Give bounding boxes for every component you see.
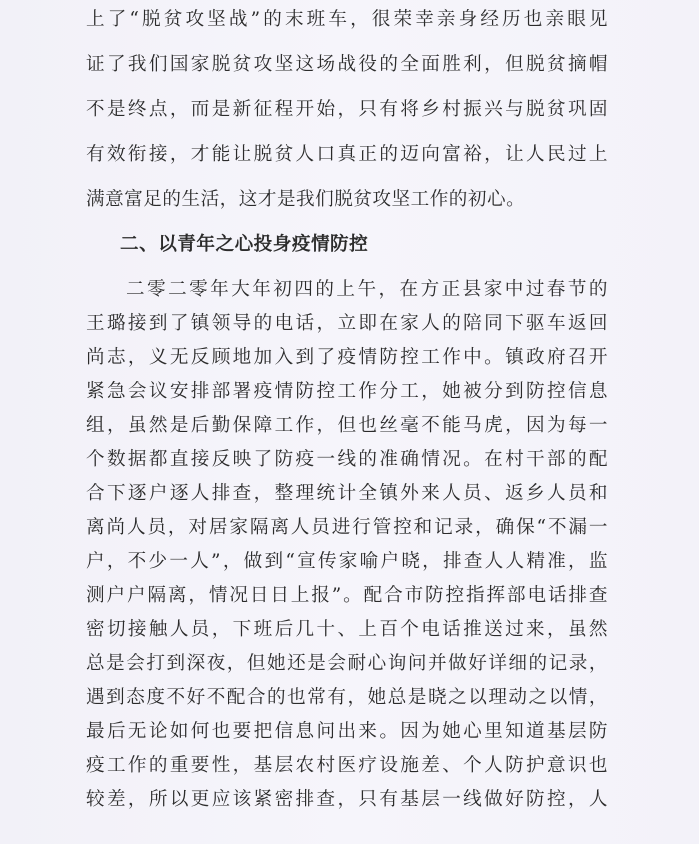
paragraph-1-line-2: 证了我们国家脱贫攻坚这场战役的全面胜利，但脱贫摘帽 — [86, 54, 608, 75]
paragraph-1-line-5: 满意富足的生活，这才是我们脱贫攻坚工作的初心。 — [86, 189, 526, 210]
paragraph-2-line-13: 遇到态度不好不配合的也常有，她总是晓之以理动之以情， — [86, 687, 608, 708]
paragraph-1-line-4: 有效衔接，才能让脱贫人口真正的迈向富裕，让人民过上 — [86, 144, 608, 165]
paragraph-2-line-2: 王璐接到了镇领导的电话，立即在家人的陪同下驱车返回 — [86, 313, 608, 334]
paragraph-2-line-10: 测户户隔离，情况日日上报”。配合市防控指挥部电话排查 — [86, 585, 608, 606]
paragraph-2-line-3: 尚志，义无反顾地加入到了疫情防控工作中。镇政府召开 — [86, 347, 608, 368]
paragraph-2-line-4: 紧急会议安排部署疫情防控工作分工，她被分到防控信息 — [86, 381, 608, 402]
paragraph-2-line-8: 离尚人员，对居家隔离人员进行管控和记录，确保“不漏一 — [86, 517, 608, 538]
paragraph-2-line-12: 总是会打到深夜，但她还是会耐心询问并做好详细的记录， — [86, 653, 608, 674]
paragraph-2-line-7: 合下逐户逐人排查，整理统计全镇外来人员、返乡人员和 — [86, 483, 608, 504]
paragraph-2-line-1: 二零二零年大年初四的上午，在方正县家中过春节的 — [126, 279, 608, 300]
section-heading: 二、以青年之心投身疫情防控 — [120, 234, 369, 255]
paragraph-2-line-11: 密切接触人员，下班后几十、上百个电话推送过来，虽然 — [86, 619, 608, 640]
paragraph-2-line-16: 较差，所以更应该紧密排查，只有基层一线做好防控，人 — [86, 789, 608, 810]
paragraph-1-line-3: 不是终点，而是新征程开始，只有将乡村振兴与脱贫巩固 — [86, 99, 608, 120]
paragraph-2-line-15: 疫工作的重要性，基层农村医疗设施差、个人防护意识也 — [86, 755, 608, 776]
paragraph-1-line-1: 上了“脱贫攻坚战”的末班车，很荣幸亲身经历也亲眼见 — [86, 9, 608, 30]
paragraph-2-line-9: 户，不少一人”，做到“宣传家喻户晓，排查人人精准，监 — [86, 551, 608, 572]
paragraph-2-line-14: 最后无论如何也要把信息问出来。因为她心里知道基层防 — [86, 721, 608, 742]
paragraph-2-line-6: 个数据都直接反映了防疫一线的准确情况。在村干部的配 — [86, 449, 608, 470]
paragraph-2-line-5: 组，虽然是后勤保障工作，但也丝毫不能马虎，因为每一 — [86, 415, 608, 436]
